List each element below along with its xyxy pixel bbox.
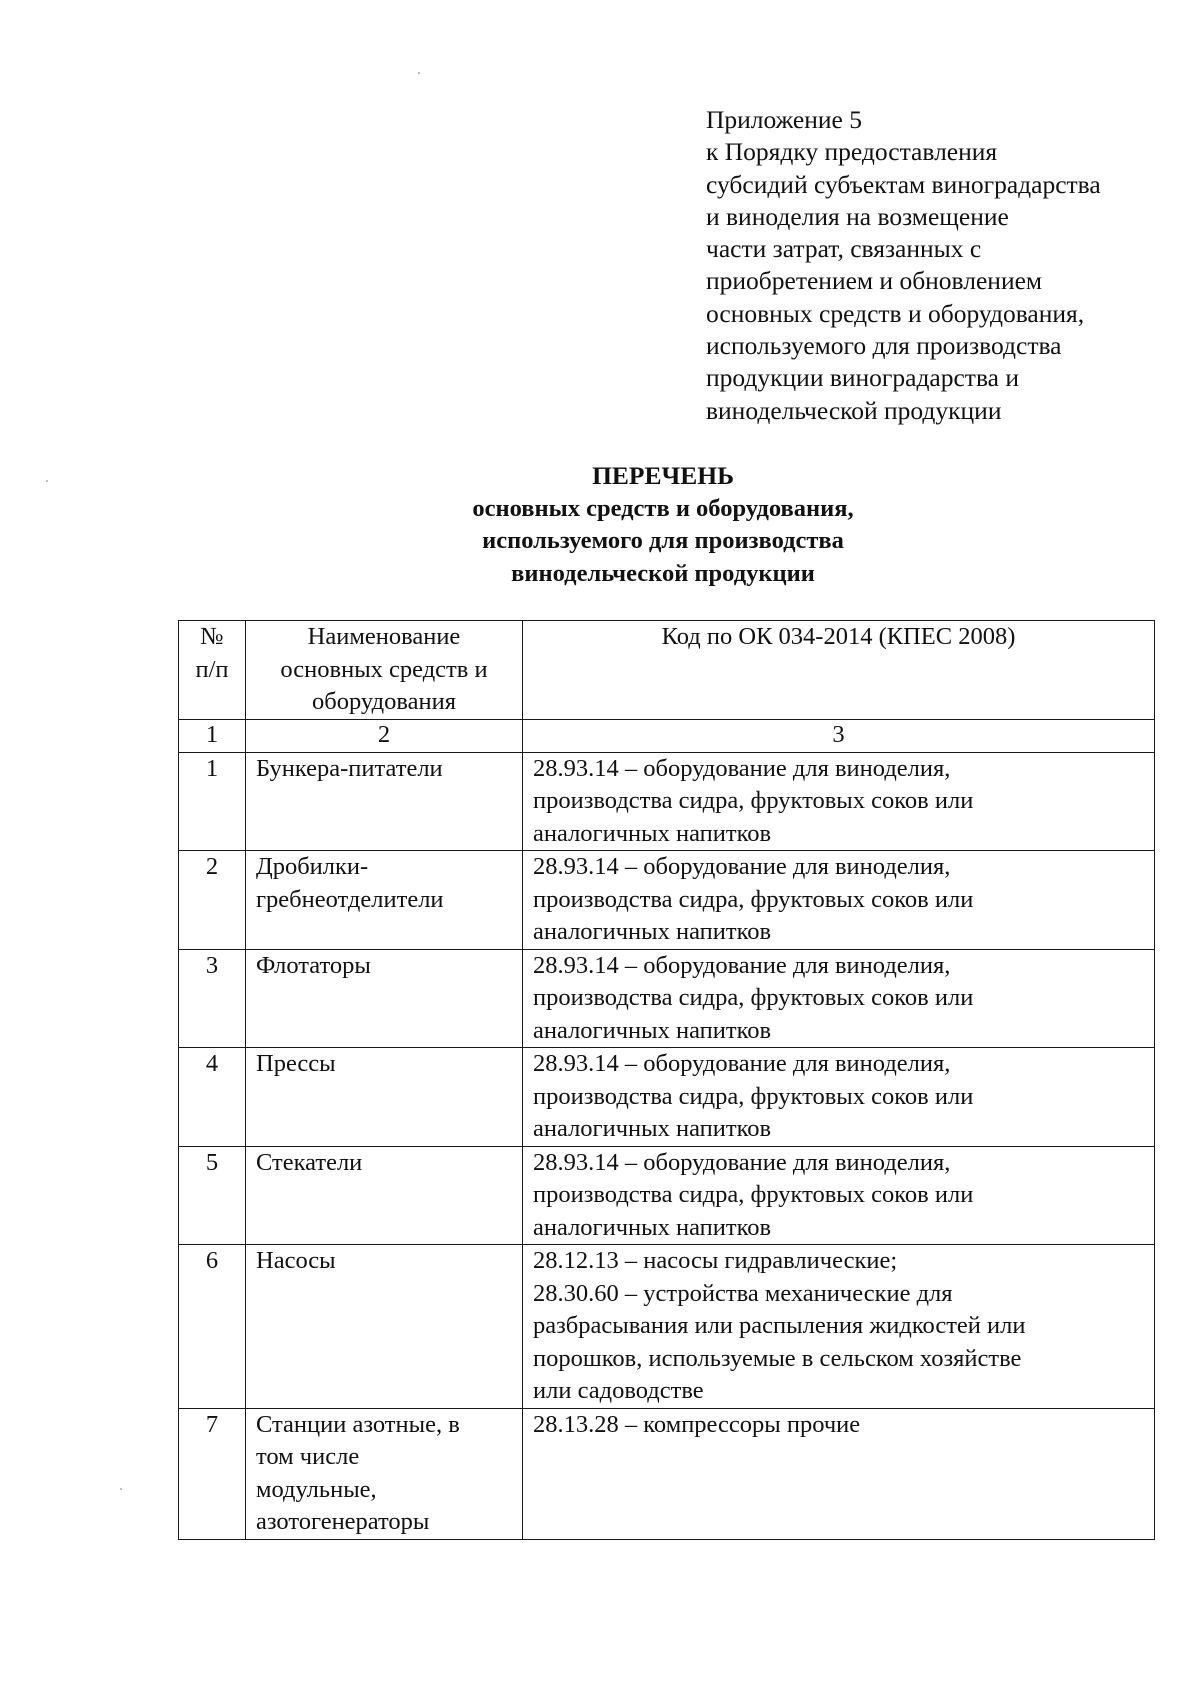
row-code: 28.93.14 – оборудование для виноделия, производства сидра, фруктовых соков или аналогичных напитков [523,1146,1155,1245]
row-number: 7 [179,1408,246,1539]
appendix-line: винодельческой продукции [706,395,1002,425]
appendix-line: основных средств и оборудования, [706,298,1085,328]
heading-subtitle-line: используемого для производства [482,527,844,554]
row-name: Станции азотные, в том числе модульные, азотогенераторы [246,1408,523,1539]
heading-subtitle-line: основных средств и оборудования, [472,494,854,522]
column-number-row [179,719,1155,752]
row-code: 28.13.28 – компрессоры прочие [523,1408,1155,1539]
row-name: Дробилки- гребнеотделители [246,851,523,950]
appendix-line: части затрат, связанных с [706,234,982,264]
table-row [179,949,1155,1048]
appendix-line: продукции виноградарства и [706,363,1019,393]
row-number: 2 [179,851,246,950]
table-row [179,1408,1155,1539]
appendix-line: Приложение 5 [706,105,862,134]
heading-subtitle-line: винодельческой продукции [511,559,815,587]
appendix-line: к Порядку предоставления [706,137,998,167]
row-name: Насосы [246,1245,523,1409]
row-number: 1 [179,752,246,851]
appendix-line: и виноделия на возмещение [706,201,1009,231]
table-row [179,1146,1155,1245]
column-number-cell: 3 [523,719,1155,752]
appendix-line: приобретением и обновлением [706,266,1043,296]
row-code: 28.93.14 – оборудование для виноделия, производства сидра, фруктовых соков или аналогичных напитков [523,851,1155,950]
row-number: 3 [179,949,246,1048]
header-code-cell: Код по ОК 034-2014 (КПЕС 2008) [523,621,1155,720]
row-number: 5 [179,1146,246,1245]
appendix-note [706,104,1176,427]
table-row [179,752,1155,851]
row-number: 6 [179,1245,246,1409]
appendix-line: используемого для производства [706,331,1062,361]
row-code: 28.12.13 – насосы гидравлические; 28.30.60 – устройства механические для разбрасывания или распыления жидкостей или порошков, используемые в сельском хозяйстве или садоводстве [523,1245,1155,1409]
document-heading [0,460,1200,590]
scan-speck [120,1488,122,1490]
column-number-cell: 1 [179,719,246,752]
row-code: 28.93.14 – оборудование для виноделия, производства сидра, фруктовых соков или аналогичных напитков [523,752,1155,851]
header-name-cell: Наименование основных средств и оборудования [246,621,523,720]
equipment-table [178,620,1155,1540]
scan-speck [46,480,48,482]
row-name: Флотаторы [246,949,523,1048]
row-code: 28.93.14 – оборудование для виноделия, производства сидра, фруктовых соков или аналогичных напитков [523,949,1155,1048]
scan-speck [418,72,420,74]
row-name: Стекатели [246,1146,523,1245]
header-number-cell: № п/п [179,621,246,720]
heading-title: ПЕРЕЧЕНЬ [592,461,734,490]
table-header-row [179,621,1155,720]
appendix-line: субсидий субъектам виноградарства [706,169,1101,199]
row-number: 4 [179,1048,246,1147]
row-name: Прессы [246,1048,523,1147]
column-number-cell: 2 [246,719,523,752]
table-row [179,1245,1155,1409]
table-row [179,851,1155,950]
row-code: 28.93.14 – оборудование для виноделия, производства сидра, фруктовых соков или аналогичных напитков [523,1048,1155,1147]
row-name: Бункера-питатели [246,752,523,851]
table-row [179,1048,1155,1147]
